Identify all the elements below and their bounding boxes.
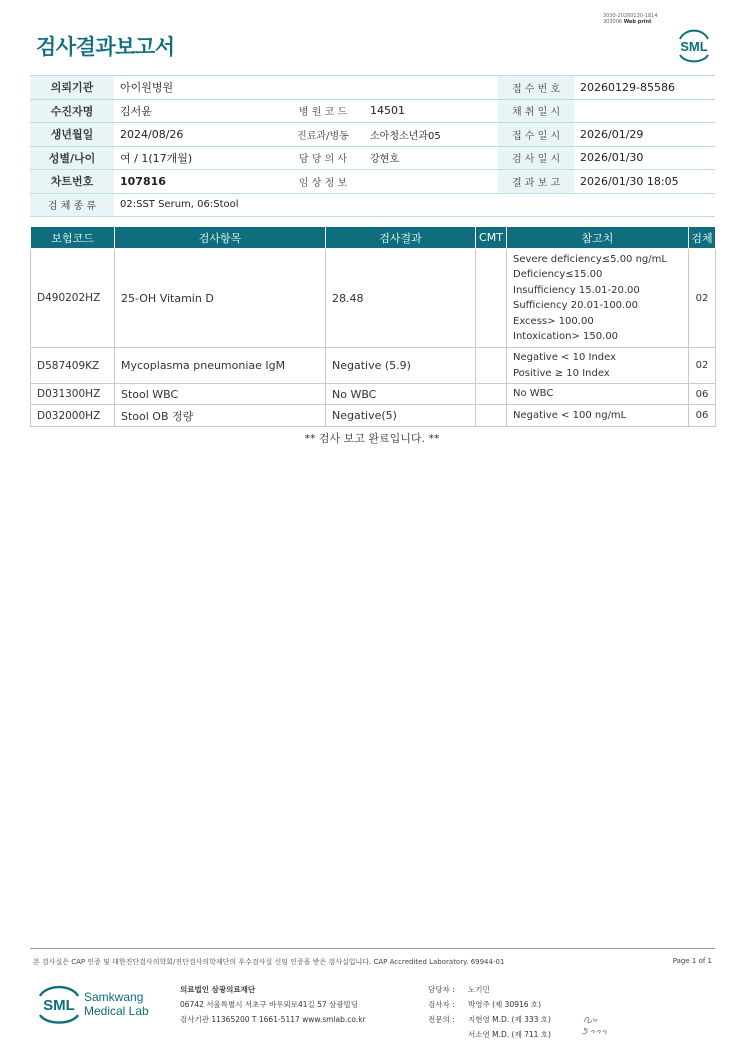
staff-tester: 박영주 (제 30916 호): [468, 1000, 542, 1009]
results-header-row: [31, 227, 716, 249]
ref-line: Severe deficiency≤5.00 ng/mL: [513, 253, 667, 265]
clinical-label: 임 상 정 보: [282, 170, 364, 194]
dept-value: 소아청소년과05: [364, 123, 498, 147]
row-result: Negative(5): [326, 405, 476, 427]
page-title: 검사결과보고서: [36, 35, 175, 59]
info-row: [30, 170, 715, 194]
row-item: 25-OH Vitamin D: [115, 249, 326, 348]
request-org-value: 아이원병원: [114, 76, 498, 100]
org-block: [180, 982, 366, 1027]
staff-manager-label: 담당자 :: [428, 985, 455, 994]
hospital-code-label: 병 원 코 드: [282, 99, 364, 123]
clinical-value: [364, 170, 498, 194]
col-header-specimen: 검체: [689, 227, 716, 249]
receipt-date-value: 2026/01/29: [574, 123, 715, 147]
staff-tester-label: 검사자 :: [428, 1000, 455, 1009]
ref-line: Excess> 100.00: [513, 315, 594, 327]
info-row: [30, 193, 715, 217]
row-code: D587409KZ: [31, 348, 115, 384]
row-ref: [507, 249, 689, 348]
row-result: 28.48: [326, 249, 476, 348]
row-ref: [507, 348, 689, 384]
row-result: No WBC: [326, 384, 476, 405]
org-address: 06742 서울특별시 서초구 바우뫼로41길 57 삼광빌딩: [180, 1000, 359, 1009]
print-meta-code: 303006: [603, 19, 623, 25]
birth-value: 2024/08/26: [114, 123, 282, 147]
test-date-value: 2026/01/30: [574, 146, 715, 170]
table-row: [31, 405, 716, 427]
ref-line: No WBC: [513, 388, 554, 400]
receipt-no-value: 20260129-85586: [574, 76, 715, 100]
patient-info-table: [30, 75, 715, 217]
row-specimen: 06: [689, 384, 716, 405]
row-specimen: 06: [689, 405, 716, 427]
staff-specialist-2: 서소연 M.D. (제 711 호): [468, 1030, 551, 1039]
chart-value: 107816: [114, 170, 282, 194]
hospital-code-value: 14501: [364, 99, 498, 123]
info-row: [30, 99, 715, 123]
footer-divider: [30, 948, 715, 949]
row-cmt: [476, 348, 507, 384]
ref-line: Intoxication> 150.00: [513, 331, 619, 342]
results-table: [30, 226, 716, 427]
footer-logo-name1: Samkwang: [84, 990, 144, 1004]
receipt-date-label: 접 수 일 시: [498, 123, 574, 147]
ref-line: Negative < 100 ng/mL: [513, 409, 627, 421]
row-result: Negative (5.9): [326, 348, 476, 384]
birth-label: 생년월일: [30, 123, 114, 147]
patient-label: 수진자명: [30, 99, 114, 123]
patient-value: 김서윤: [114, 99, 282, 123]
col-header-result: 검사결과: [326, 227, 476, 249]
doctor-value: 강현호: [364, 146, 498, 170]
cert-note: 본 검사실은 CAP 인증 및 대한진단검사의학회/진단검사의학재단의 우수검사실 신임 인증을 받은 검사실입니다. CAP Accredited Laboratory. 69944-01: [33, 958, 505, 966]
org-name: 의료법인 삼광의료재단: [180, 985, 256, 994]
signature-icon: [578, 1012, 610, 1038]
test-date-label: 검 사 일 시: [498, 146, 574, 170]
row-code: D032000HZ: [31, 405, 115, 427]
print-meta: [603, 13, 658, 25]
table-row: [31, 384, 716, 405]
org-contact: 검사기관 11365200 T 1661-5117 www.smlab.co.kr: [180, 1015, 366, 1024]
page-number: Page 1 of 1: [672, 957, 712, 965]
footer-logo-name2: Medical Lab: [84, 1004, 149, 1018]
sml-logo-text: SML: [680, 39, 708, 54]
row-code: D490202HZ: [31, 249, 115, 348]
print-meta-label: Web print: [623, 19, 652, 25]
print-meta-line1: 3030-20260130-1814: [603, 13, 658, 19]
row-specimen: 02: [689, 348, 716, 384]
col-header-code: 보험코드: [31, 227, 115, 249]
row-item: Stool WBC: [115, 384, 326, 405]
col-header-ref: 참고치: [507, 227, 689, 249]
chart-label: 차트번호: [30, 170, 114, 194]
info-row: [30, 146, 715, 170]
staff-specialist-label: 전문의 :: [428, 1015, 455, 1024]
ref-line: Insufficiency 15.01-20.00: [513, 284, 640, 296]
sex-age-label: 성별/나이: [30, 146, 114, 170]
row-ref: [507, 405, 689, 427]
info-row: [30, 76, 715, 100]
report-date-label: 결 과 보 고: [498, 170, 574, 194]
row-cmt: [476, 249, 507, 348]
row-cmt: [476, 405, 507, 427]
staff-manager: 노기민: [468, 985, 490, 994]
ref-line: Positive ≥ 10 Index: [513, 367, 610, 379]
ref-line: Negative < 10 Index: [513, 352, 617, 363]
row-code: D031300HZ: [31, 384, 115, 405]
info-row: [30, 123, 715, 147]
sml-logo-icon: [674, 25, 714, 63]
footer-logo-text: SML: [43, 997, 75, 1014]
col-header-item: 검사항목: [115, 227, 326, 249]
request-org-label: 의뢰기관: [30, 76, 114, 100]
report-complete-note: ** 검사 보고 완료입니다. **: [304, 432, 440, 445]
receipt-no-label: 접 수 번 호: [498, 76, 574, 100]
table-row: [31, 348, 716, 384]
dept-label: 진료과/병동: [282, 123, 364, 147]
row-cmt: [476, 384, 507, 405]
row-item: Mycoplasma pneumoniae IgM: [115, 348, 326, 384]
ref-line: Deficiency≤15.00: [513, 269, 603, 280]
table-row: [31, 249, 716, 348]
ref-line: Sufficiency 20.01-100.00: [513, 300, 638, 311]
col-header-cmt: CMT: [476, 227, 507, 249]
samkwang-logo-icon: [36, 980, 156, 1026]
specimen-value: 02:SST Serum, 06:Stool: [114, 193, 715, 217]
row-ref: [507, 384, 689, 405]
sex-age-value: 여 / 1(17개월): [114, 146, 282, 170]
doctor-label: 담 당 의 사: [282, 146, 364, 170]
specimen-label: 검 체 종 류: [30, 193, 114, 217]
report-date-value: 2026/01/30 18:05: [574, 170, 715, 194]
collect-date-label: 채 취 일 시: [498, 99, 574, 123]
row-item: Stool OB 정량: [115, 405, 326, 427]
row-specimen: 02: [689, 249, 716, 348]
staff-specialist-1: 지현영 M.D. (제 333 호): [468, 1015, 551, 1024]
staff-block: [428, 982, 551, 1042]
collect-date-value: [574, 99, 715, 123]
